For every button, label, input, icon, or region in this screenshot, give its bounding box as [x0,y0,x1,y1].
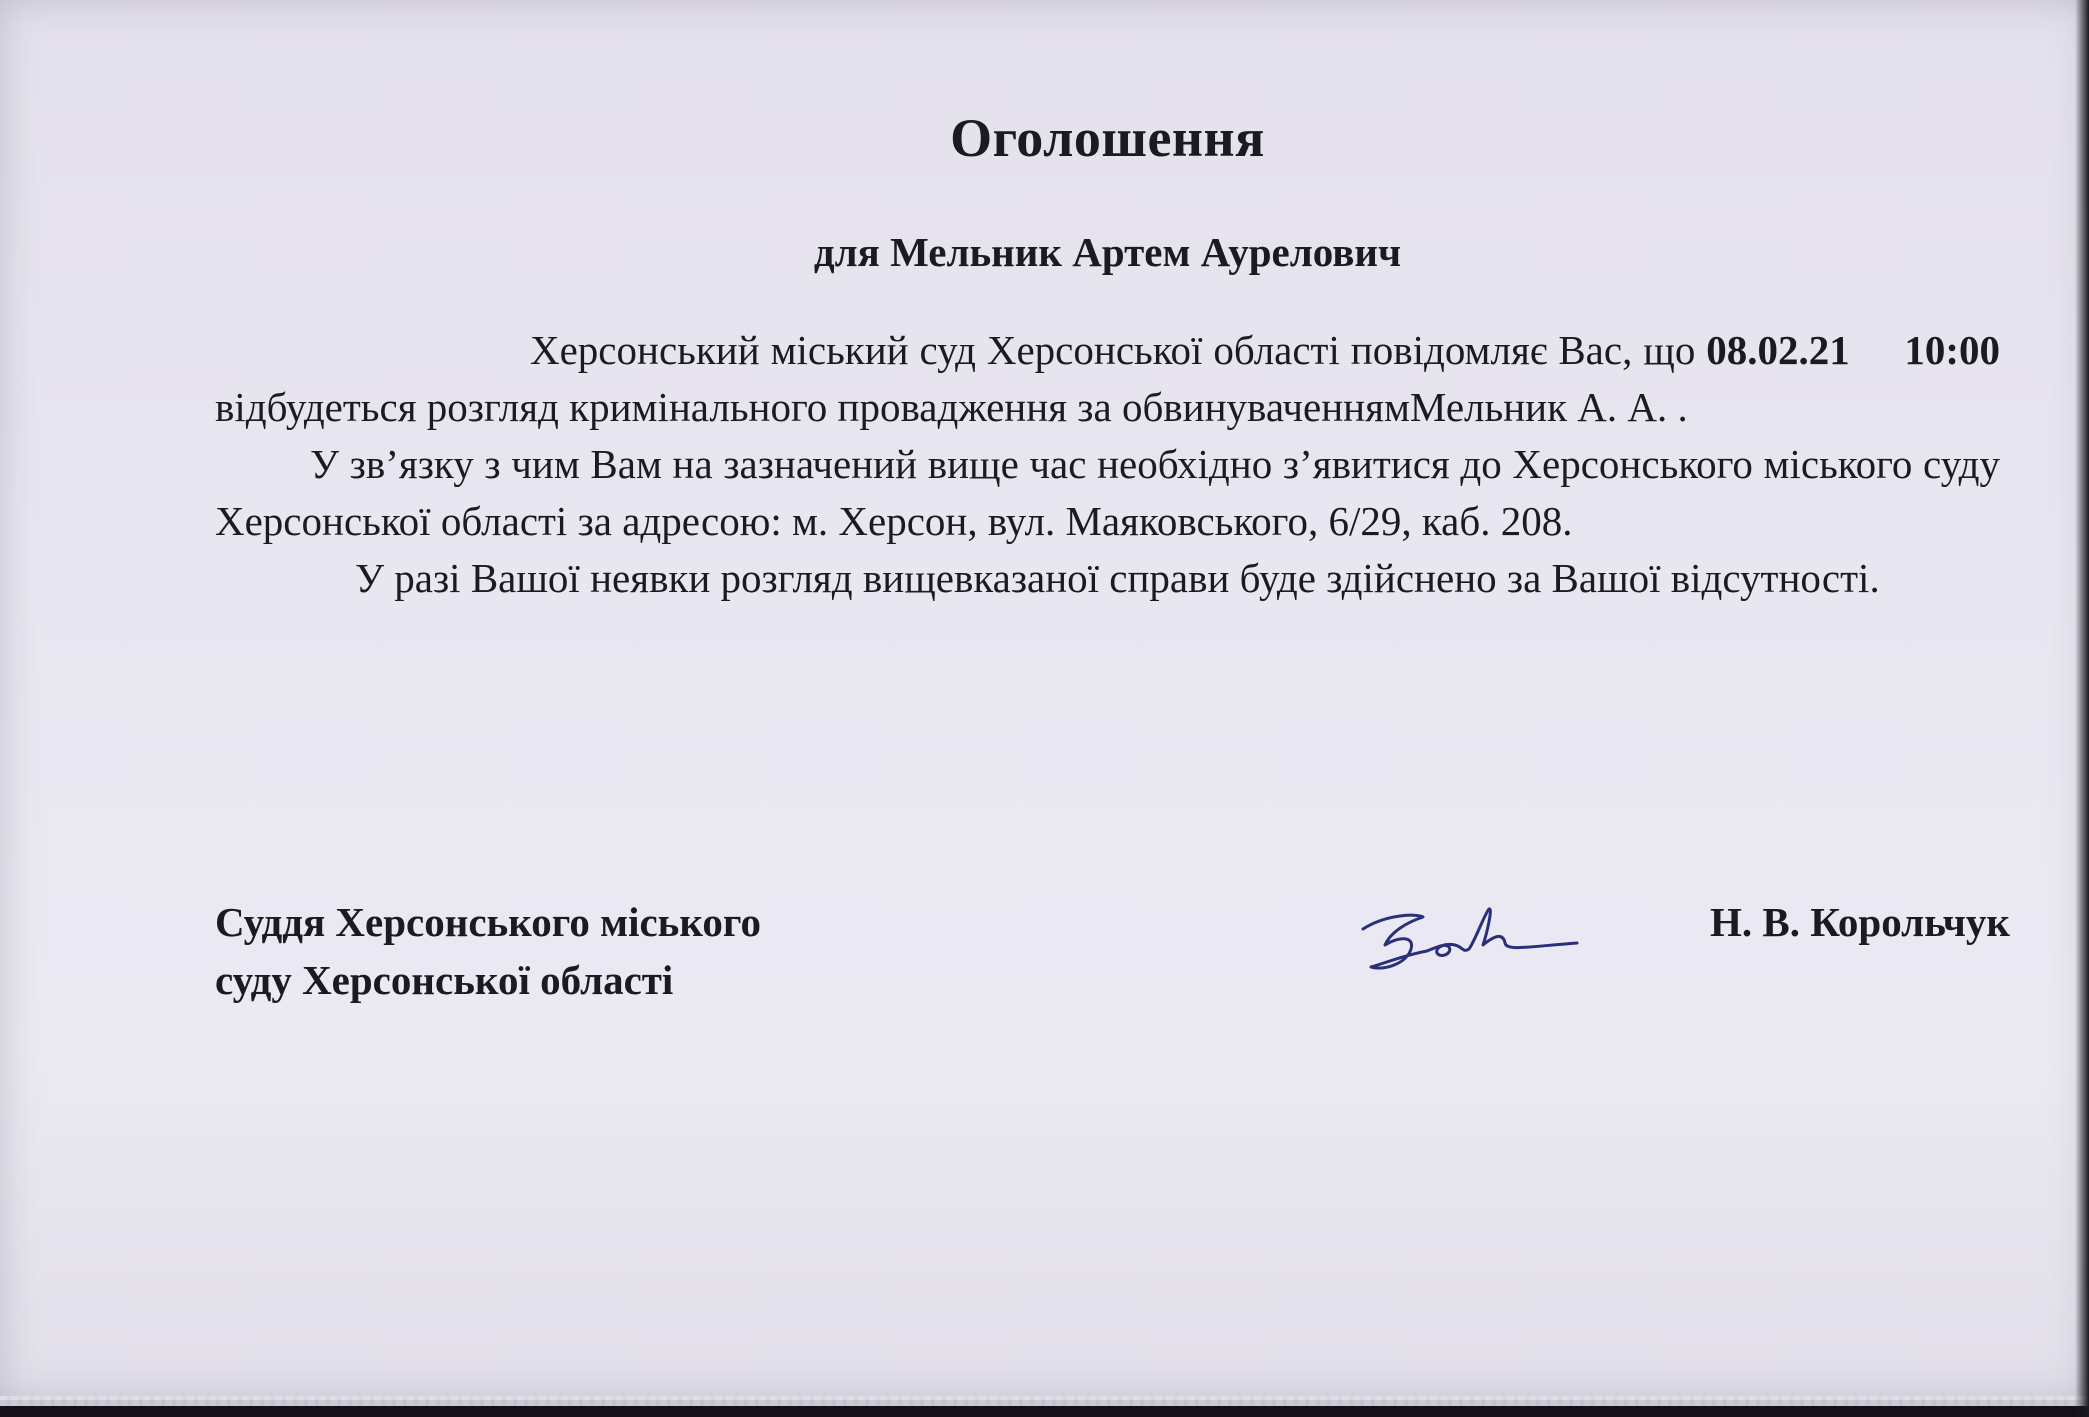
notice-title: Оголошення [950,108,1265,168]
notice-addressee: для Мельник Артем Аурелович [813,229,1402,275]
paper-edge-shadow [2075,0,2089,1417]
handwritten-signature [1345,893,1595,993]
hearing-time: 10:00 [1904,327,2001,373]
judge-position-line1: Суддя Херсонського міського [215,899,762,945]
judge-position [215,893,761,1009]
judge-position-line2: суду Херсонської області [215,957,674,1003]
judge-name: Н. В. Корольчук [1710,899,2010,945]
paragraph-intro: Херсонський міський суд Херсонської області повідомляє Вас, що [530,327,1707,373]
notice-body [215,322,2000,607]
paragraph-appearance: У зв’язку з чим Вам на зазначений вище час необхідно з’явитися до Херсонського міського суду Херсонської області за адресою: м. Херсон, вул. Маяковського, 6/29, каб. 208. [215,441,2000,544]
hearing-date: 08.02.21 [1706,327,1850,373]
paragraph-absence: У разі Вашої неявки розгляд вищевказаної справи буде здійснено за Вашої відсутності. [355,555,1880,601]
paragraph-rest: відбудеться розгляд кримінального провадження за обвинуваченнямМельник А. А. . [215,384,1688,430]
paragraph-hearing-date [215,322,2000,436]
